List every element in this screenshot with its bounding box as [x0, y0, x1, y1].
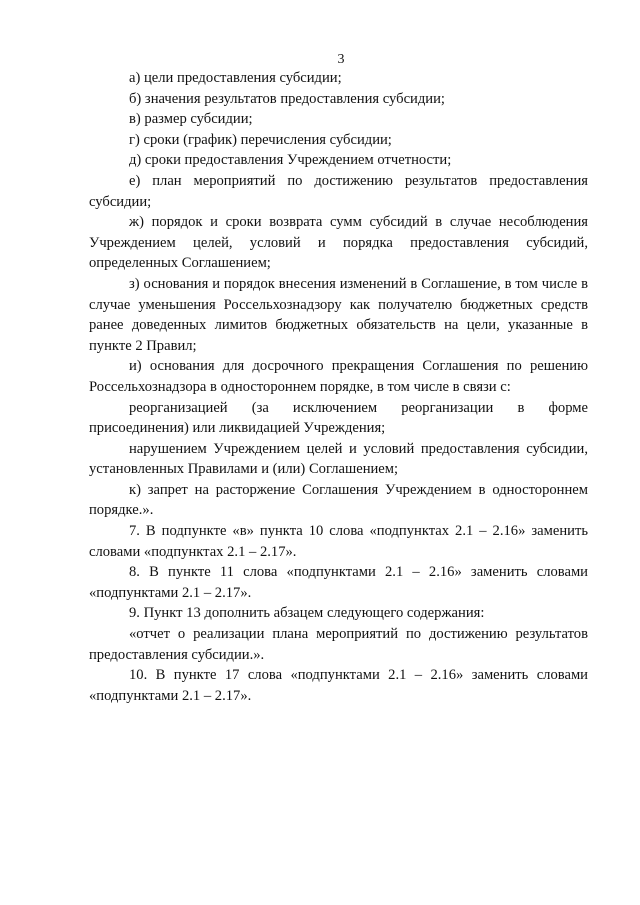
page-number: 3 [337, 52, 345, 67]
paragraph-item-9-quote: «отчет о реализации плана мероприятий по достижению результатов предоставления субсидии.». [89, 626, 588, 663]
paragraph-item-10: 10. В пункте 17 слова «подпунктами 2.1 – 2.16» заменить словами «подпунктами 2.1 – 2.17». [89, 667, 588, 704]
paragraph-item-7: 7. В подпункте «в» пункта 10 слова «подпунктах 2.1 – 2.16» заменить словами «подпунктах 2.1 – 2.17». [89, 523, 588, 560]
paragraph-item-8: 8. В пункте 11 слова «подпунктами 2.1 – 2.16» заменить словами «подпунктами 2.1 – 2.17». [89, 564, 588, 601]
document-body [89, 68, 588, 706]
paragraph-e: е) план мероприятий по достижению результатов предоставления субсидии; [89, 172, 588, 210]
paragraph-item-9: 9. Пункт 13 дополнить абзацем следующего содержания: [129, 605, 485, 622]
paragraph-z: з) основания и порядок внесения изменений в Соглашение, в том числе в случае уменьшения Россельхознадзору как получателю бюджетных средств ранее доведенных лимитов бюджетных обязательств на цели, указанные в пункте 2 Правил; [89, 275, 588, 354]
paragraph-b: б) значения результатов предоставления субсидии; [129, 90, 445, 107]
paragraph-d: д) сроки предоставления Учреждением отчетности; [129, 152, 452, 169]
paragraph-violation: нарушением Учреждением целей и условий предоставления субсидии, установленных Правилами и (или) Соглашением; [89, 440, 588, 478]
paragraph-zh: ж) порядок и сроки возврата сумм субсидий в случае несоблюдения Учреждением целей, условий и порядка предоставления субсидий, определенных Соглашением; [89, 214, 588, 272]
paragraph-reorganization: реорганизацией (за исключением реорганизации в форме присоединения) или ликвидацией Учреждения; [89, 399, 588, 437]
paragraph-g: г) сроки (график) перечисления субсидии; [129, 131, 392, 148]
paragraph-k: к) запрет на расторжение Соглашения Учреждением в одностороннем порядке.». [89, 481, 588, 519]
paragraph-i: и) основания для досрочного прекращения Соглашения по решению Россельхознадзора в одностороннем порядке, в том числе в связи с: [89, 358, 588, 395]
paragraph-v: в) размер субсидии; [129, 111, 253, 128]
paragraph-a: а) цели предоставления субсидии; [129, 70, 342, 86]
